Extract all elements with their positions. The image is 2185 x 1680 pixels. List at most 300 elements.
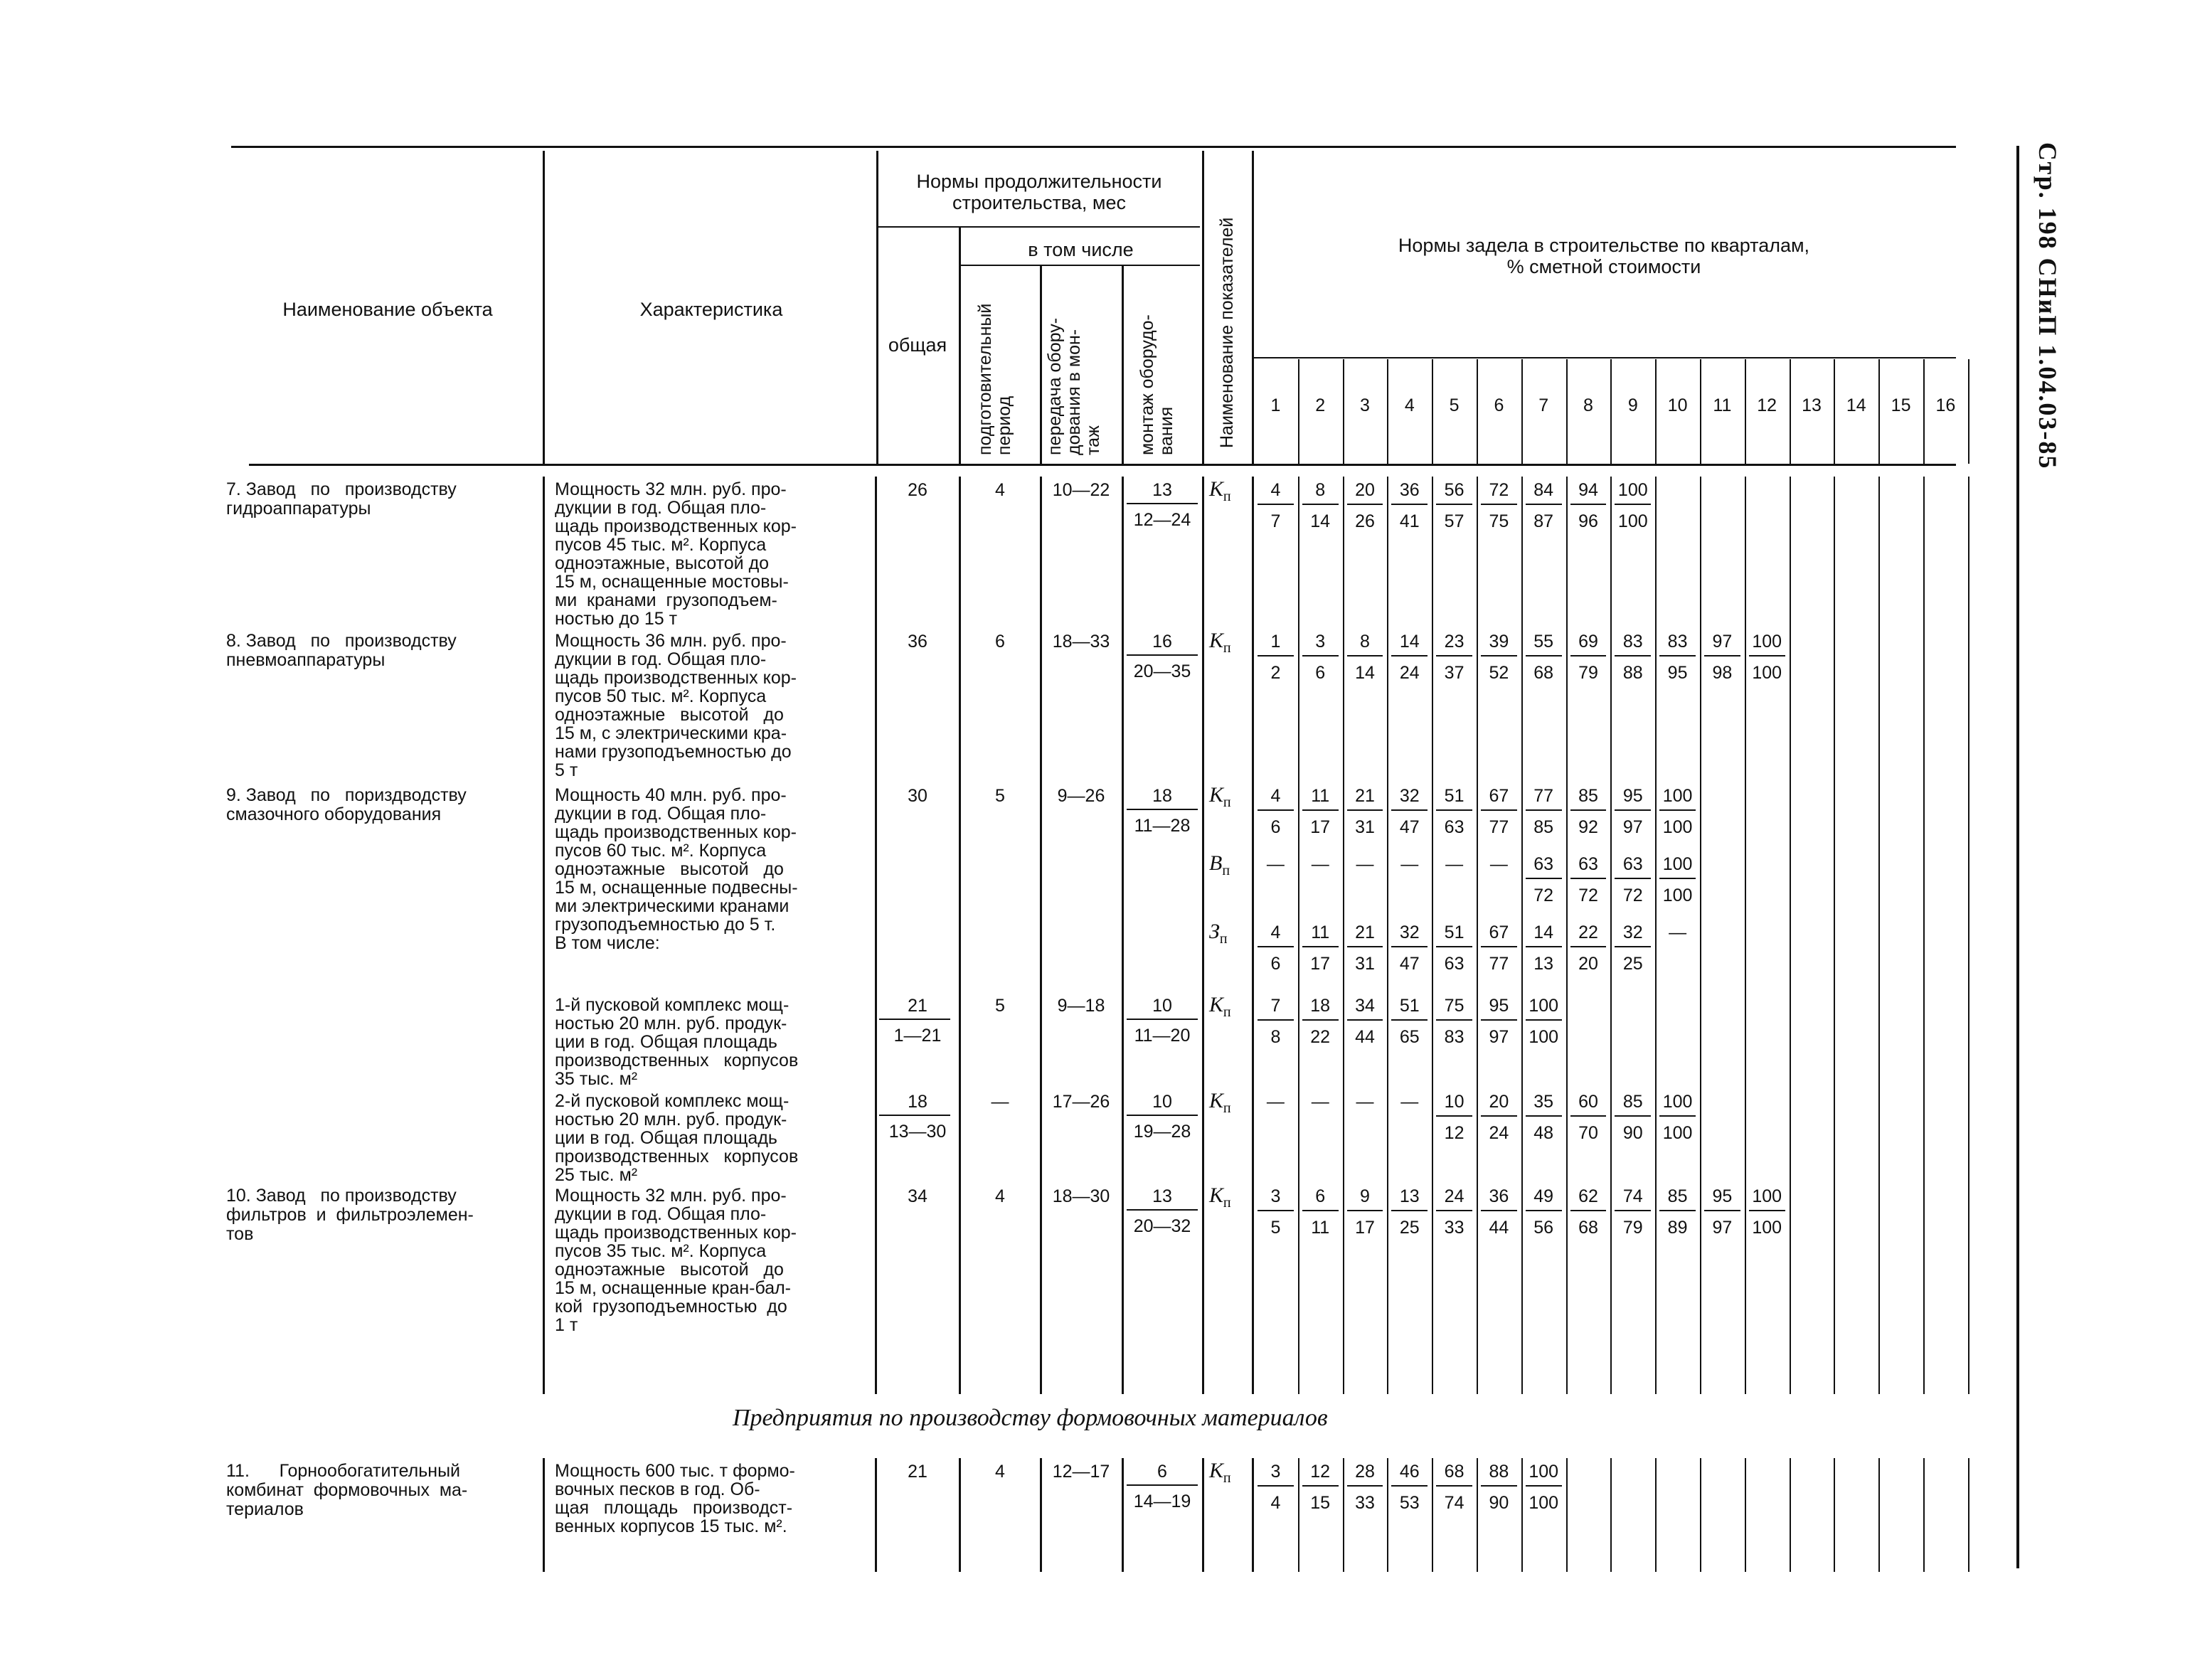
- indicator-label: [1209, 851, 1230, 879]
- backlog-value-bottom: 53: [1399, 1493, 1420, 1513]
- fraction-line: [1436, 946, 1472, 947]
- fraction-line: [1570, 1115, 1607, 1117]
- object-name-line: 7. Завод по производству: [226, 479, 457, 499]
- backlog-value-bottom: 100: [1529, 1027, 1559, 1047]
- quarter-col-line: [1834, 1458, 1835, 1572]
- fraction-line: [1615, 878, 1651, 879]
- object-name-line: фильтров и фильтроэлемен-: [226, 1205, 474, 1225]
- characteristic-line: Мощность 600 тыс. т формо-: [555, 1461, 795, 1481]
- backlog-value-top: 94: [1578, 480, 1598, 500]
- backlog-value-bottom: 2: [1270, 663, 1281, 683]
- fraction-line: [1436, 1210, 1472, 1211]
- backlog-value-top: 39: [1489, 632, 1509, 652]
- characteristic-line: щая площадь производст-: [555, 1498, 793, 1518]
- backlog-value-bottom: 87: [1533, 511, 1554, 531]
- fraction-line: [1570, 1210, 1607, 1211]
- equipment-transfer: 9—18: [1057, 996, 1105, 1016]
- equipment-transfer: 10—22: [1052, 480, 1110, 500]
- header-indicator-name: Наименование показателей: [1217, 217, 1237, 448]
- characteristic-line: В том числе:: [555, 933, 660, 953]
- fraction-line: [1391, 1485, 1428, 1487]
- fraction-line: [1302, 809, 1339, 811]
- backlog-value-bottom: 98: [1712, 663, 1733, 683]
- fraction-line: [1258, 946, 1294, 947]
- quarter-number: 7: [1538, 395, 1549, 415]
- fraction-line: [1704, 1210, 1740, 1211]
- backlog-value-bottom: 5: [1270, 1218, 1281, 1238]
- equipment-install: 18: [1152, 786, 1172, 806]
- backlog-value-top: 21: [1355, 786, 1375, 806]
- fraction-line: [1302, 1019, 1339, 1021]
- fraction-line: [1127, 654, 1198, 656]
- fraction-line: [1570, 655, 1607, 656]
- header-equipment-install: монтаж оборудо- вания: [1137, 314, 1176, 455]
- quarter-col-line: [1968, 359, 1969, 464]
- backlog-value-top: 95: [1489, 996, 1509, 1016]
- backlog-value-top: 85: [1667, 1186, 1688, 1206]
- backlog-value-bottom: 7: [1270, 511, 1281, 531]
- backlog-value-top: —: [1356, 854, 1374, 874]
- section-title: Предприятия по производству формовочных материалов: [733, 1405, 1328, 1431]
- characteristic-line: производственных корпусов: [555, 1051, 799, 1070]
- characteristic-line: дукции в год. Общая пло-: [555, 804, 767, 824]
- fraction-line: [1481, 1019, 1517, 1021]
- backlog-value-top: —: [1356, 1092, 1374, 1112]
- backlog-value-bottom: 83: [1444, 1027, 1464, 1047]
- backlog-value-bottom: 47: [1399, 817, 1420, 837]
- backlog-value-bottom: 100: [1752, 1218, 1782, 1238]
- characteristic-line: одноэтажные, высотой до: [555, 553, 770, 573]
- quarter-number: 6: [1494, 395, 1504, 415]
- fraction-line: [1481, 1210, 1517, 1211]
- quarter-number: 9: [1627, 395, 1638, 415]
- backlog-value-top: 13: [1399, 1186, 1420, 1206]
- fraction-line: [1302, 1485, 1339, 1487]
- backlog-value-top: 100: [1662, 786, 1693, 806]
- backlog-value-top: 100: [1752, 632, 1782, 652]
- backlog-value-bottom: 31: [1355, 954, 1375, 974]
- backlog-value-top: 85: [1578, 786, 1598, 806]
- fraction-line: [1436, 1019, 1472, 1021]
- equipment-install: 6: [1157, 1462, 1167, 1482]
- quarter-col-line: [1968, 477, 1969, 1394]
- backlog-value-top: —: [1266, 854, 1285, 874]
- quarter-number: 10: [1667, 395, 1688, 415]
- indicator-letter: К: [1209, 783, 1223, 807]
- backlog-value-bottom: 79: [1578, 663, 1598, 683]
- characteristic-line: Мощность 40 млн. руб. про-: [555, 785, 787, 805]
- header-bottom-rule: [249, 464, 1956, 466]
- backlog-value-top: 100: [1662, 1092, 1693, 1112]
- backlog-value-top: 56: [1444, 480, 1464, 500]
- backlog-value-top: 4: [1270, 786, 1281, 806]
- fraction-line: [1570, 946, 1607, 947]
- prep-period: 4: [995, 1462, 1005, 1482]
- total-duration: 34: [908, 1186, 927, 1206]
- backlog-value-top: —: [1445, 854, 1464, 874]
- backlog-value-top: 36: [1489, 1186, 1509, 1206]
- backlog-value-bottom: 100: [1662, 817, 1693, 837]
- backlog-value-top: 100: [1662, 854, 1693, 874]
- fraction-line: [1391, 1019, 1428, 1021]
- characteristic-line: щадь производственных кор-: [555, 516, 797, 536]
- backlog-value-bottom: 33: [1444, 1218, 1464, 1238]
- characteristic-line: пусов 35 тыс. м². Корпуса: [555, 1241, 767, 1261]
- characteristic-line: венных корпусов 15 тыс. м².: [555, 1516, 787, 1536]
- backlog-value-top: 63: [1622, 854, 1643, 874]
- backlog-value-top: 8: [1315, 480, 1326, 500]
- characteristic-line: одноэтажные высотой до: [555, 705, 784, 725]
- equipment-install-range: 11—20: [1134, 1026, 1191, 1046]
- indicator-letter: К: [1209, 477, 1223, 501]
- backlog-value-top: 67: [1489, 786, 1509, 806]
- backlog-value-top: 32: [1399, 923, 1420, 942]
- quarter-number: 16: [1935, 395, 1956, 415]
- backlog-value-bottom: 14: [1355, 663, 1375, 683]
- backlog-value-bottom: 17: [1355, 1218, 1375, 1238]
- quarter-col-line: [1923, 1458, 1925, 1572]
- fraction-line: [1127, 1115, 1198, 1116]
- backlog-value-bottom: 22: [1310, 1027, 1331, 1047]
- header-prep-period: подготовительный период: [975, 303, 1014, 455]
- header-equipment-transfer: передача обору- дования в мон- таж: [1045, 317, 1103, 455]
- backlog-value-top: —: [1266, 1092, 1285, 1112]
- fraction-line: [1258, 809, 1294, 811]
- backlog-value-bottom: 89: [1667, 1218, 1688, 1238]
- indicator-letter: К: [1209, 1089, 1223, 1112]
- backlog-value-top: —: [1311, 854, 1329, 874]
- fraction-line: [1749, 655, 1785, 656]
- backlog-value-top: 75: [1444, 996, 1464, 1016]
- backlog-value-bottom: 100: [1529, 1493, 1559, 1513]
- fraction-line: [1127, 1484, 1198, 1486]
- characteristic-line: грузоподъемностью до 5 т.: [555, 915, 776, 935]
- backlog-value-top: 23: [1444, 632, 1464, 652]
- equipment-transfer: 12—17: [1052, 1462, 1110, 1482]
- backlog-value-top: 22: [1578, 923, 1598, 942]
- backlog-value-top: 77: [1533, 786, 1554, 806]
- backlog-value-bottom: 4: [1270, 1493, 1281, 1513]
- fraction-line: [1302, 1210, 1339, 1211]
- fraction-line: [1391, 946, 1428, 947]
- characteristic-line: ции в год. Общая площадь: [555, 1128, 777, 1148]
- header-duration-norms: Нормы продолжительности строительства, мес: [916, 171, 1162, 213]
- quarter-number: 4: [1404, 395, 1415, 415]
- indicator-label: [1209, 920, 1228, 947]
- characteristic-line: щадь производственных кор-: [555, 822, 797, 842]
- object-name-line: тов: [226, 1224, 254, 1244]
- running-header: Стр. 198 СНиП 1.04.03-85: [2034, 142, 2062, 470]
- backlog-value-top: 100: [1617, 480, 1648, 500]
- fraction-line: [1526, 809, 1562, 811]
- fraction-line: [1570, 809, 1607, 811]
- backlog-value-bottom: 72: [1533, 886, 1554, 905]
- fraction-line: [1526, 1115, 1562, 1117]
- quarter-number: 8: [1583, 395, 1593, 415]
- fraction-line: [1526, 1485, 1562, 1487]
- backlog-value-bottom: 85: [1533, 817, 1554, 837]
- backlog-value-top: 9: [1360, 1186, 1370, 1206]
- equipment-install-range: 11—28: [1134, 816, 1191, 836]
- backlog-value-top: 49: [1533, 1186, 1554, 1206]
- backlog-value-bottom: 77: [1489, 954, 1509, 974]
- backlog-value-top: —: [1400, 854, 1419, 874]
- fraction-line: [1391, 504, 1428, 505]
- fraction-line: [1347, 946, 1383, 947]
- quarter-col-line: [1878, 477, 1880, 1394]
- total-duration: 18: [908, 1092, 927, 1112]
- equipment-install-range: 20—35: [1133, 661, 1191, 681]
- object-name-line: комбинат формовочных ма-: [226, 1480, 468, 1500]
- backlog-value-bottom: 12: [1444, 1123, 1464, 1143]
- characteristic-line: 15 м, оснащенные мостовы-: [555, 572, 789, 592]
- backlog-value-top: 51: [1444, 786, 1464, 806]
- backlog-value-bottom: 44: [1489, 1218, 1509, 1238]
- backlog-value-top: 83: [1622, 632, 1643, 652]
- backlog-value-top: 68: [1444, 1462, 1464, 1482]
- fraction-line: [1302, 946, 1339, 947]
- backlog-value-top: 63: [1578, 854, 1598, 874]
- quarter-col-line: [1878, 1458, 1880, 1572]
- backlog-value-top: 51: [1399, 996, 1420, 1016]
- backlog-value-top: 21: [1355, 923, 1375, 942]
- characteristic-line: 15 м, оснащенные подвесны-: [555, 878, 798, 898]
- backlog-value-top: 88: [1489, 1462, 1509, 1482]
- backlog-value-top: 35: [1533, 1092, 1554, 1112]
- characteristic-line: пусов 45 тыс. м². Корпуса: [555, 535, 767, 555]
- fraction-line: [1436, 504, 1472, 505]
- backlog-value-top: 14: [1399, 632, 1420, 652]
- characteristic-line: вочных песков в год. Об-: [555, 1479, 760, 1499]
- fraction-line: [1127, 1019, 1198, 1020]
- header-object-name: Наименование объекта: [282, 299, 493, 320]
- object-name-line: гидроаппаратуры: [226, 499, 371, 519]
- fraction-line: [1436, 1115, 1472, 1117]
- characteristic-line: дукции в год. Общая пло-: [555, 1204, 767, 1224]
- backlog-value-bottom: 13: [1533, 954, 1554, 974]
- indicator-subscript: п: [1223, 1195, 1231, 1211]
- backlog-value-top: 20: [1489, 1092, 1509, 1112]
- fraction-line: [1615, 655, 1651, 656]
- fraction-line: [1526, 504, 1562, 505]
- characteristic-line: ностью до 15 т: [555, 609, 678, 629]
- backlog-value-top: 60: [1578, 1092, 1598, 1112]
- backlog-value-bottom: 100: [1662, 886, 1693, 905]
- backlog-value-bottom: 92: [1578, 817, 1598, 837]
- object-name-line: 9. Завод по пориздводству: [226, 785, 467, 805]
- fraction-line: [1347, 655, 1383, 656]
- backlog-value-bottom: 44: [1355, 1027, 1375, 1047]
- fraction-line: [1704, 655, 1740, 656]
- fraction-line: [1526, 946, 1562, 947]
- backlog-value-bottom: 6: [1270, 954, 1281, 974]
- total-duration: 21: [908, 1462, 927, 1482]
- backlog-value-top: 4: [1270, 480, 1281, 500]
- fraction-line: [1302, 504, 1339, 505]
- characteristic-line: одноэтажные высотой до: [555, 1260, 784, 1280]
- characteristic-line: производственных корпусов: [555, 1147, 799, 1166]
- total-duration: 30: [908, 786, 927, 806]
- indicator-subscript: п: [1223, 640, 1231, 656]
- indicator-label: [1209, 783, 1231, 811]
- backlog-value-top: 14: [1533, 923, 1554, 942]
- backlog-value-bottom: 24: [1489, 1123, 1509, 1143]
- fraction-line: [1526, 1210, 1562, 1211]
- header-including: в том числе: [1028, 239, 1134, 260]
- backlog-value-top: 20: [1355, 480, 1375, 500]
- object-name-line: 10. Завод по производству: [226, 1186, 457, 1206]
- indicator-letter: К: [1209, 1459, 1223, 1482]
- fraction-line: [1481, 1115, 1517, 1117]
- backlog-value-top: 3: [1315, 632, 1326, 652]
- fraction-line: [1347, 1019, 1383, 1021]
- backlog-value-top: 32: [1399, 786, 1420, 806]
- backlog-value-bottom: 72: [1622, 886, 1643, 905]
- total-duration: 26: [908, 480, 927, 500]
- backlog-value-bottom: 95: [1667, 663, 1688, 683]
- backlog-value-bottom: 25: [1622, 954, 1643, 974]
- backlog-value-bottom: 41: [1399, 511, 1420, 531]
- characteristic-line: пусов 50 тыс. м². Корпуса: [555, 686, 767, 706]
- quarter-col-line: [1745, 477, 1746, 1394]
- quarter-col-line: [1610, 1458, 1612, 1572]
- backlog-value-bottom: 100: [1617, 511, 1648, 531]
- fraction-line: [1615, 946, 1651, 947]
- indicator-label: [1209, 1184, 1231, 1211]
- backlog-value-bottom: 6: [1270, 817, 1281, 837]
- backlog-value-top: 55: [1533, 632, 1554, 652]
- backlog-value-top: —: [1489, 854, 1508, 874]
- backlog-value-bottom: 14: [1310, 511, 1331, 531]
- prep-period: 4: [995, 1186, 1005, 1206]
- characteristic-line: щадь производственных кор-: [555, 1223, 797, 1243]
- backlog-value-top: 34: [1355, 996, 1375, 1016]
- backlog-value-bottom: 70: [1578, 1123, 1598, 1143]
- quarter-number: 11: [1713, 395, 1732, 415]
- fraction-line: [1347, 1485, 1383, 1487]
- characteristic-line: ностью 20 млн. руб. продук-: [555, 1110, 787, 1129]
- backlog-value-bottom: 90: [1622, 1123, 1643, 1143]
- backlog-value-top: 7: [1270, 996, 1281, 1016]
- characteristic-line: Мощность 32 млн. руб. про-: [555, 1186, 787, 1206]
- quarter-number: 3: [1360, 395, 1370, 415]
- backlog-value-top: 11: [1311, 786, 1330, 806]
- fraction-line: [1481, 1485, 1517, 1487]
- top-rule: [231, 146, 1956, 148]
- fraction-line: [1526, 878, 1562, 879]
- object-name-line: смазочного оборудования: [226, 804, 442, 824]
- object-name-line: 8. Завод по производству: [226, 631, 457, 651]
- equipment-install-range: 19—28: [1133, 1122, 1191, 1142]
- backlog-value-bottom: 17: [1310, 817, 1331, 837]
- quarter-number: 5: [1449, 395, 1460, 415]
- quarter-number: 13: [1802, 395, 1822, 415]
- equipment-install-range: 20—32: [1133, 1216, 1191, 1236]
- fraction-line: [1615, 1210, 1651, 1211]
- equipment-install: 13: [1152, 480, 1172, 500]
- backlog-value-top: 32: [1622, 923, 1643, 942]
- backlog-value-bottom: 79: [1622, 1218, 1643, 1238]
- backlog-value-bottom: 11: [1311, 1218, 1330, 1238]
- indicator-label: [1209, 1459, 1231, 1487]
- fraction-line: [1258, 1210, 1294, 1211]
- backlog-value-top: 18: [1310, 996, 1331, 1016]
- characteristic-line: 5 т: [555, 760, 578, 780]
- backlog-value-top: 4: [1270, 923, 1281, 942]
- fraction-line: [1391, 1210, 1428, 1211]
- characteristic-line: щадь производственных кор-: [555, 668, 797, 688]
- quarter-number: 14: [1846, 395, 1866, 415]
- equipment-install-range: 12—24: [1133, 510, 1191, 530]
- backlog-value-bottom: 20: [1578, 954, 1598, 974]
- characteristic-line: ции в год. Общая площадь: [555, 1032, 777, 1052]
- fraction-line: [1570, 878, 1607, 879]
- total-duration-range: 1—21: [893, 1026, 942, 1046]
- backlog-value-bottom: 63: [1444, 817, 1464, 837]
- indicator-letter: З: [1209, 920, 1220, 943]
- fraction-line: [1258, 655, 1294, 656]
- equipment-transfer: 9—26: [1057, 786, 1105, 806]
- backlog-value-top: 95: [1712, 1186, 1733, 1206]
- fraction-line: [1659, 1115, 1696, 1117]
- characteristic-line: ми кранами грузоподъем-: [555, 590, 777, 610]
- backlog-value-top: 100: [1529, 1462, 1559, 1482]
- fraction-line: [1258, 504, 1294, 505]
- indicator-letter: К: [1209, 1184, 1223, 1207]
- fraction-line: [879, 1019, 950, 1020]
- backlog-value-bottom: 33: [1355, 1493, 1375, 1513]
- prep-period: 5: [995, 996, 1005, 1016]
- backlog-value-top: 12: [1310, 1462, 1331, 1482]
- equipment-install: 16: [1152, 632, 1172, 652]
- backlog-value-bottom: 24: [1399, 663, 1420, 683]
- backlog-value-top: 36: [1399, 480, 1420, 500]
- characteristic-line: 1 т: [555, 1315, 578, 1335]
- backlog-value-bottom: 97: [1622, 817, 1643, 837]
- backlog-value-bottom: 100: [1752, 663, 1782, 683]
- backlog-value-bottom: 26: [1355, 511, 1375, 531]
- characteristic-line: одноэтажные высотой до: [555, 859, 784, 879]
- backlog-value-top: 83: [1667, 632, 1688, 652]
- equipment-transfer: 18—30: [1052, 1186, 1110, 1206]
- fraction-line: [1481, 504, 1517, 505]
- characteristic-line: 35 тыс. м²: [555, 1069, 638, 1089]
- fraction-line: [1391, 809, 1428, 811]
- backlog-value-bottom: 48: [1533, 1123, 1554, 1143]
- indicator-letter: К: [1209, 629, 1223, 652]
- backlog-value-top: 95: [1622, 786, 1643, 806]
- characteristic-line: 15 м, с электрическими кра-: [555, 723, 787, 743]
- backlog-value-bottom: 63: [1444, 954, 1464, 974]
- backlog-value-bottom: 75: [1489, 511, 1509, 531]
- quarter-col-line: [1745, 1458, 1746, 1572]
- characteristic-line: дукции в год. Общая пло-: [555, 649, 767, 669]
- quarter-col-line: [1968, 1458, 1969, 1572]
- fraction-line: [1436, 809, 1472, 811]
- backlog-value-bottom: 47: [1399, 954, 1420, 974]
- indicator-letter: К: [1209, 993, 1223, 1016]
- fraction-line: [1391, 655, 1428, 656]
- backlog-value-top: 72: [1489, 480, 1509, 500]
- fraction-line: [1526, 1019, 1562, 1021]
- fraction-line: [1258, 1019, 1294, 1021]
- indicator-label: [1209, 993, 1231, 1021]
- header-total: общая: [888, 334, 947, 356]
- backlog-value-bottom: 8: [1270, 1027, 1281, 1047]
- backlog-value-bottom: 57: [1444, 511, 1464, 531]
- quarter-col-line: [1790, 1458, 1791, 1572]
- fraction-line: [1127, 809, 1198, 810]
